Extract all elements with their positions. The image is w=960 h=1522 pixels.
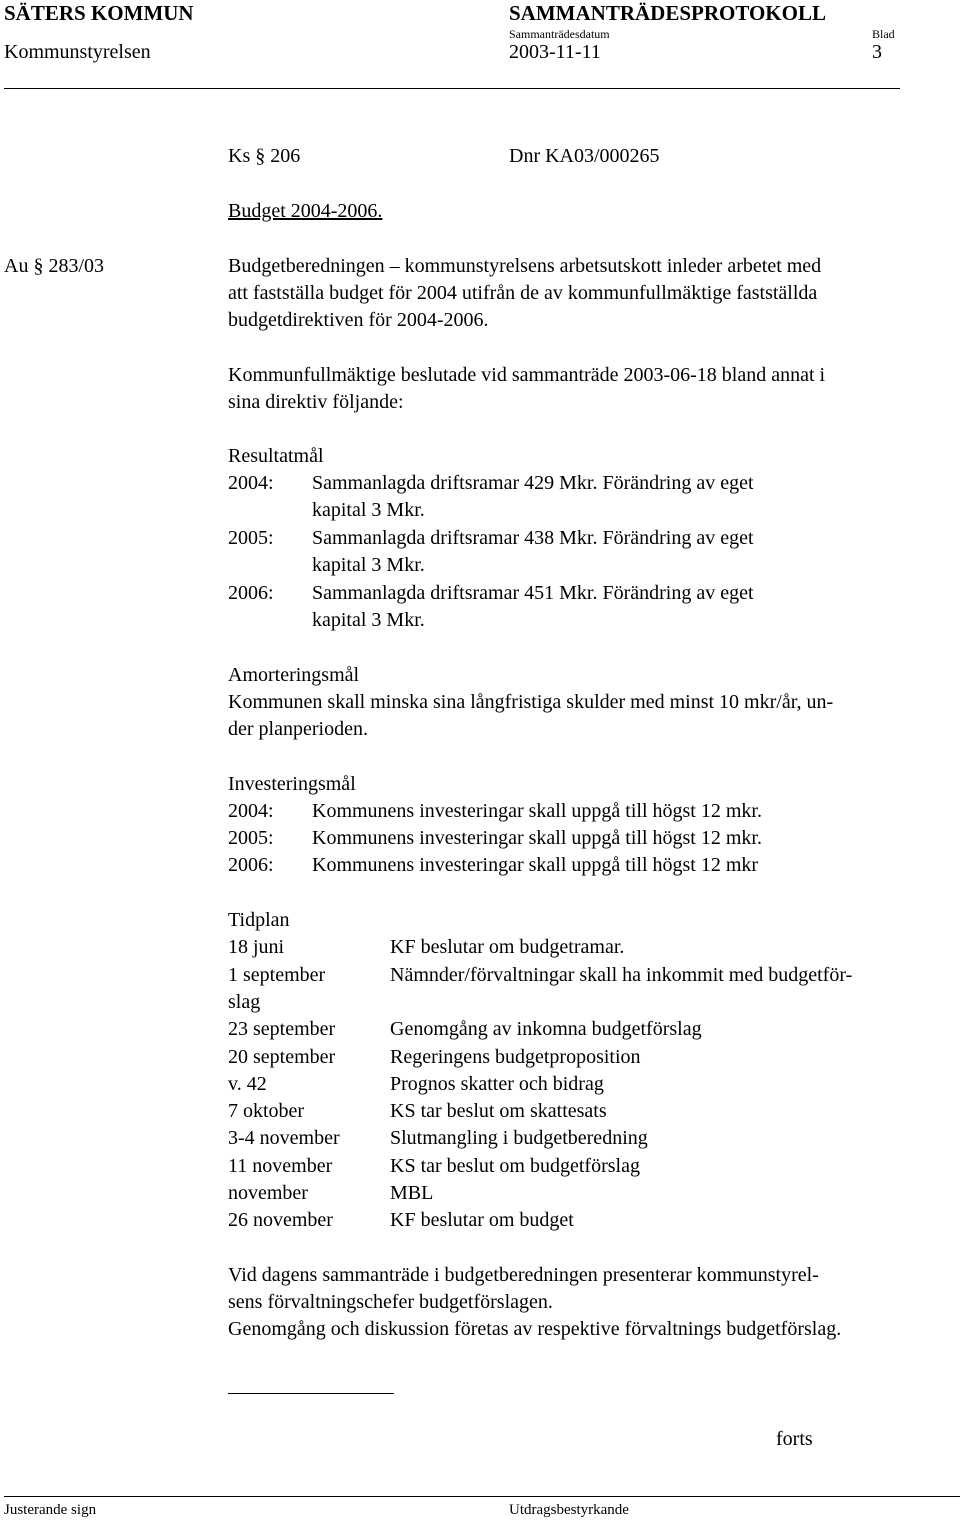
amortering-line: der planperioden. (228, 718, 368, 740)
resultat-text-cont: kapital 3 Mkr. (312, 554, 425, 576)
decision-line: sina direktiv följande: (228, 391, 404, 413)
case-title: Budget 2004-2006. (228, 200, 383, 222)
amortering-line: Kommunen skall minska sina långfristiga skulder med minst 10 mkr/år, un- (228, 691, 834, 713)
tidplan-event: KS tar beslut om budgetförslag (390, 1155, 640, 1177)
intro-line: budgetdirektiven för 2004-2006. (228, 309, 489, 331)
investering-text: Kommunens investeringar skall uppgå till högst 12 mkr. (312, 800, 762, 822)
tidplan-date: v. 42 (228, 1073, 267, 1095)
tidplan-event: Nämnder/förvaltningar skall ha inkommit med budgetför- (390, 964, 853, 986)
continued-note: forts (776, 1428, 813, 1450)
tidplan-event: KF beslutar om budget (390, 1209, 574, 1231)
resultat-text-cont: kapital 3 Mkr. (312, 499, 425, 521)
tidplan-list (228, 934, 958, 1234)
tidplan-event: KS tar beslut om skattesats (390, 1100, 607, 1122)
investering-text: Kommunens investeringar skall uppgå till högst 12 mkr (312, 854, 759, 876)
resultat-text: Sammanlagda driftsramar 438 Mkr. Förändring av eget (312, 527, 754, 549)
intro-line: att fastställa budget för 2004 utifrån de av kommunfullmäktige fastställda (228, 282, 818, 304)
resultat-year: 2004: (228, 472, 274, 494)
tidplan-date: 7 oktober (228, 1100, 305, 1122)
au-reference: Au § 283/03 (4, 255, 104, 277)
tidplan-date: slag (228, 991, 261, 1013)
tidplan-date: 20 september (228, 1046, 336, 1068)
closing-line: sens förvaltningschefer budgetförslagen. (228, 1291, 553, 1313)
closing-line: Vid dagens sammanträde i budgetberedningen presenterar kommunstyrel- (228, 1264, 819, 1286)
investering-year: 2005: (228, 827, 274, 849)
resultat-text: Sammanlagda driftsramar 451 Mkr. Förändring av eget (312, 582, 754, 604)
tidplan-date: 18 juni (228, 936, 285, 958)
amortering-heading: Amorteringsmål (228, 664, 360, 686)
tidplan-event: MBL (390, 1182, 434, 1204)
investering-heading: Investeringsmål (228, 773, 356, 795)
tidplan-event: Prognos skatter och bidrag (390, 1073, 604, 1095)
tidplan-event: Regeringens budgetproposition (390, 1046, 641, 1068)
decision-line: Kommunfullmäktige beslutade vid sammanträde 2003-06-18 bland annat i (228, 364, 826, 386)
resultat-heading: Resultatmål (228, 445, 324, 467)
short-rule (228, 1393, 394, 1394)
tidplan-date: november (228, 1182, 308, 1204)
investering-year: 2006: (228, 854, 274, 876)
page-number: 3 (872, 41, 882, 63)
tidplan-event: Slutmangling i budgetberedning (390, 1127, 648, 1149)
tidplan-date: 26 november (228, 1209, 333, 1231)
extract-label: Utdragsbestyrkande (509, 1502, 629, 1518)
case-dnr: Dnr KA03/000265 (509, 145, 660, 167)
meeting-date: 2003-11-11 (509, 41, 601, 63)
closing-line: Genomgång och diskussion företas av respektive förvaltnings budgetförslag. (228, 1318, 842, 1340)
resultat-list (228, 470, 958, 634)
date-label: Sammanträdesdatum (509, 27, 610, 41)
tidplan-date: 23 september (228, 1018, 336, 1040)
tidplan-date: 3-4 november (228, 1127, 340, 1149)
resultat-text: Sammanlagda driftsramar 429 Mkr. Förändring av eget (312, 472, 754, 494)
tidplan-event: Genomgång av inkomna budgetförslag (390, 1018, 702, 1040)
page-label: Blad (872, 27, 895, 41)
document-type: SAMMANTRÄDESPROTOKOLL (509, 1, 826, 25)
organization-name: SÄTERS KOMMUN (4, 1, 194, 25)
case-number: Ks § 206 (228, 145, 301, 167)
main-text (228, 253, 958, 1363)
header-rule (4, 88, 900, 89)
tidplan-heading: Tidplan (228, 909, 290, 931)
resultat-year: 2006: (228, 582, 274, 604)
investering-text: Kommunens investeringar skall uppgå till högst 12 mkr. (312, 827, 762, 849)
footer-rule (4, 1496, 960, 1497)
tidplan-event: KF beslutar om budgetramar. (390, 936, 625, 958)
tidplan-date: 1 september (228, 964, 326, 986)
committee-name: Kommunstyrelsen (4, 41, 151, 63)
investering-year: 2004: (228, 800, 274, 822)
sign-label: Justerande sign (4, 1502, 97, 1518)
investering-list (228, 798, 958, 880)
resultat-text-cont: kapital 3 Mkr. (312, 609, 425, 631)
tidplan-date: 11 november (228, 1155, 333, 1177)
resultat-year: 2005: (228, 527, 274, 549)
intro-line: Budgetberedningen – kommunstyrelsens arbetsutskott inleder arbetet med (228, 255, 822, 277)
